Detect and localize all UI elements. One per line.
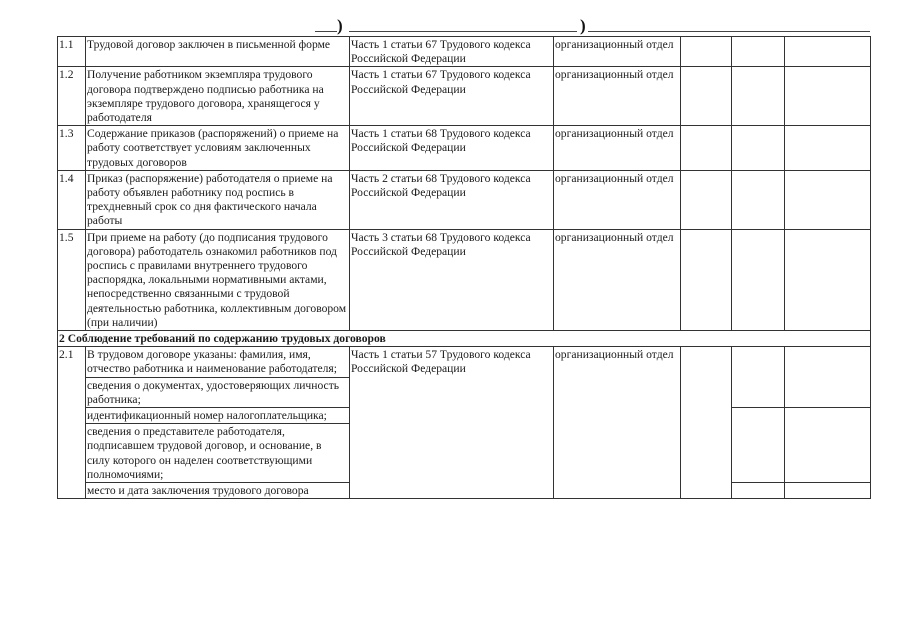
section-heading-row — [58, 331, 871, 347]
row-source: Часть 1 статьи 67 Трудового кодекса Российской Федерации — [350, 67, 554, 126]
table-row — [58, 347, 871, 377]
empty-cell — [785, 483, 871, 499]
empty-cell — [681, 126, 732, 171]
empty-cell — [681, 347, 732, 499]
empty-cell — [785, 126, 871, 171]
row-requirement: Содержание приказов (распоряжений) о приеме на работу соответствует условиям заключенных трудовых договоров — [86, 126, 350, 171]
row-requirement: Приказ (распоряжение) работодателя о приеме на работу объявлен работнику под роспись в трехдневный срок со дня фактического начала работы — [86, 170, 350, 229]
row-source: Часть 2 статьи 68 Трудового кодекса Российской Федерации — [350, 170, 554, 229]
empty-cell — [785, 170, 871, 229]
row-responsible: организационный отдел — [554, 126, 681, 171]
top-rule-segment — [588, 31, 870, 32]
empty-cell — [681, 170, 732, 229]
empty-cell — [681, 37, 732, 67]
row-requirement: сведения о документах, удостоверяющих личность работника; — [86, 377, 350, 407]
row-number: 1.1 — [58, 37, 86, 67]
row-source: Часть 3 статьи 68 Трудового кодекса Российской Федерации — [350, 229, 554, 330]
empty-cell — [732, 37, 785, 67]
empty-cell — [732, 229, 785, 330]
row-requirement: Получение работником экземпляра трудового договора подтверждено подписью работника на экземпляре трудового договора, хранящегося у работодателя — [86, 67, 350, 126]
table-row — [58, 229, 871, 330]
row-requirement: В трудовом договоре указаны: фамилия, имя, отчество работника и наименование работодателя; — [86, 347, 350, 377]
empty-cell — [785, 408, 871, 483]
row-source: Часть 1 статьи 57 Трудового кодекса Российской Федерации — [350, 347, 554, 499]
row-responsible: организационный отдел — [554, 67, 681, 126]
row-source: Часть 1 статьи 68 Трудового кодекса Российской Федерации — [350, 126, 554, 171]
table-row — [58, 170, 871, 229]
row-number: 1.3 — [58, 126, 86, 171]
table-row — [58, 67, 871, 126]
table-row — [58, 126, 871, 171]
empty-cell — [732, 483, 785, 499]
empty-cell — [681, 229, 732, 330]
empty-cell — [785, 347, 871, 408]
header-mark-left: ) — [337, 16, 343, 35]
table-row — [58, 37, 871, 67]
empty-cell — [732, 67, 785, 126]
empty-cell — [785, 37, 871, 67]
empty-cell — [732, 126, 785, 171]
header-mark-right: ) — [580, 16, 586, 35]
section-title: 2 Соблюдение требований по содержанию трудовых договоров — [58, 331, 871, 347]
row-requirement: сведения о представителе работодателя, подписавшем трудовой договор, и основание, в силу которого он наделен соответствующими полномочиями; — [86, 424, 350, 483]
row-requirement: идентификационный номер налогоплательщика; — [86, 408, 350, 424]
row-requirement: При приеме на работу (до подписания трудового договора) работодатель ознакомил работников под роспись с правилами внутреннего трудового распорядка, локальными нормативными актами, непосредственно связанными с трудовой деятельностью работника, коллективным договором (при наличии) — [86, 229, 350, 330]
empty-cell — [732, 347, 785, 408]
row-requirement: Трудовой договор заключен в письменной форме — [86, 37, 350, 67]
row-number: 1.2 — [58, 67, 86, 126]
row-responsible: организационный отдел — [554, 37, 681, 67]
top-rule-segment — [315, 31, 337, 32]
empty-cell — [785, 229, 871, 330]
row-number: 1.4 — [58, 170, 86, 229]
row-requirement: место и дата заключения трудового договора — [86, 483, 350, 499]
top-rule-segment — [349, 31, 577, 32]
empty-cell — [681, 67, 732, 126]
row-number: 2.1 — [58, 347, 86, 499]
row-responsible: организационный отдел — [554, 170, 681, 229]
empty-cell — [732, 170, 785, 229]
empty-cell — [732, 408, 785, 483]
row-source: Часть 1 статьи 67 Трудового кодекса Российской Федерации — [350, 37, 554, 67]
row-number: 1.5 — [58, 229, 86, 330]
empty-cell — [785, 67, 871, 126]
checklist-table — [57, 36, 871, 499]
row-responsible: организационный отдел — [554, 229, 681, 330]
row-responsible: организационный отдел — [554, 347, 681, 499]
